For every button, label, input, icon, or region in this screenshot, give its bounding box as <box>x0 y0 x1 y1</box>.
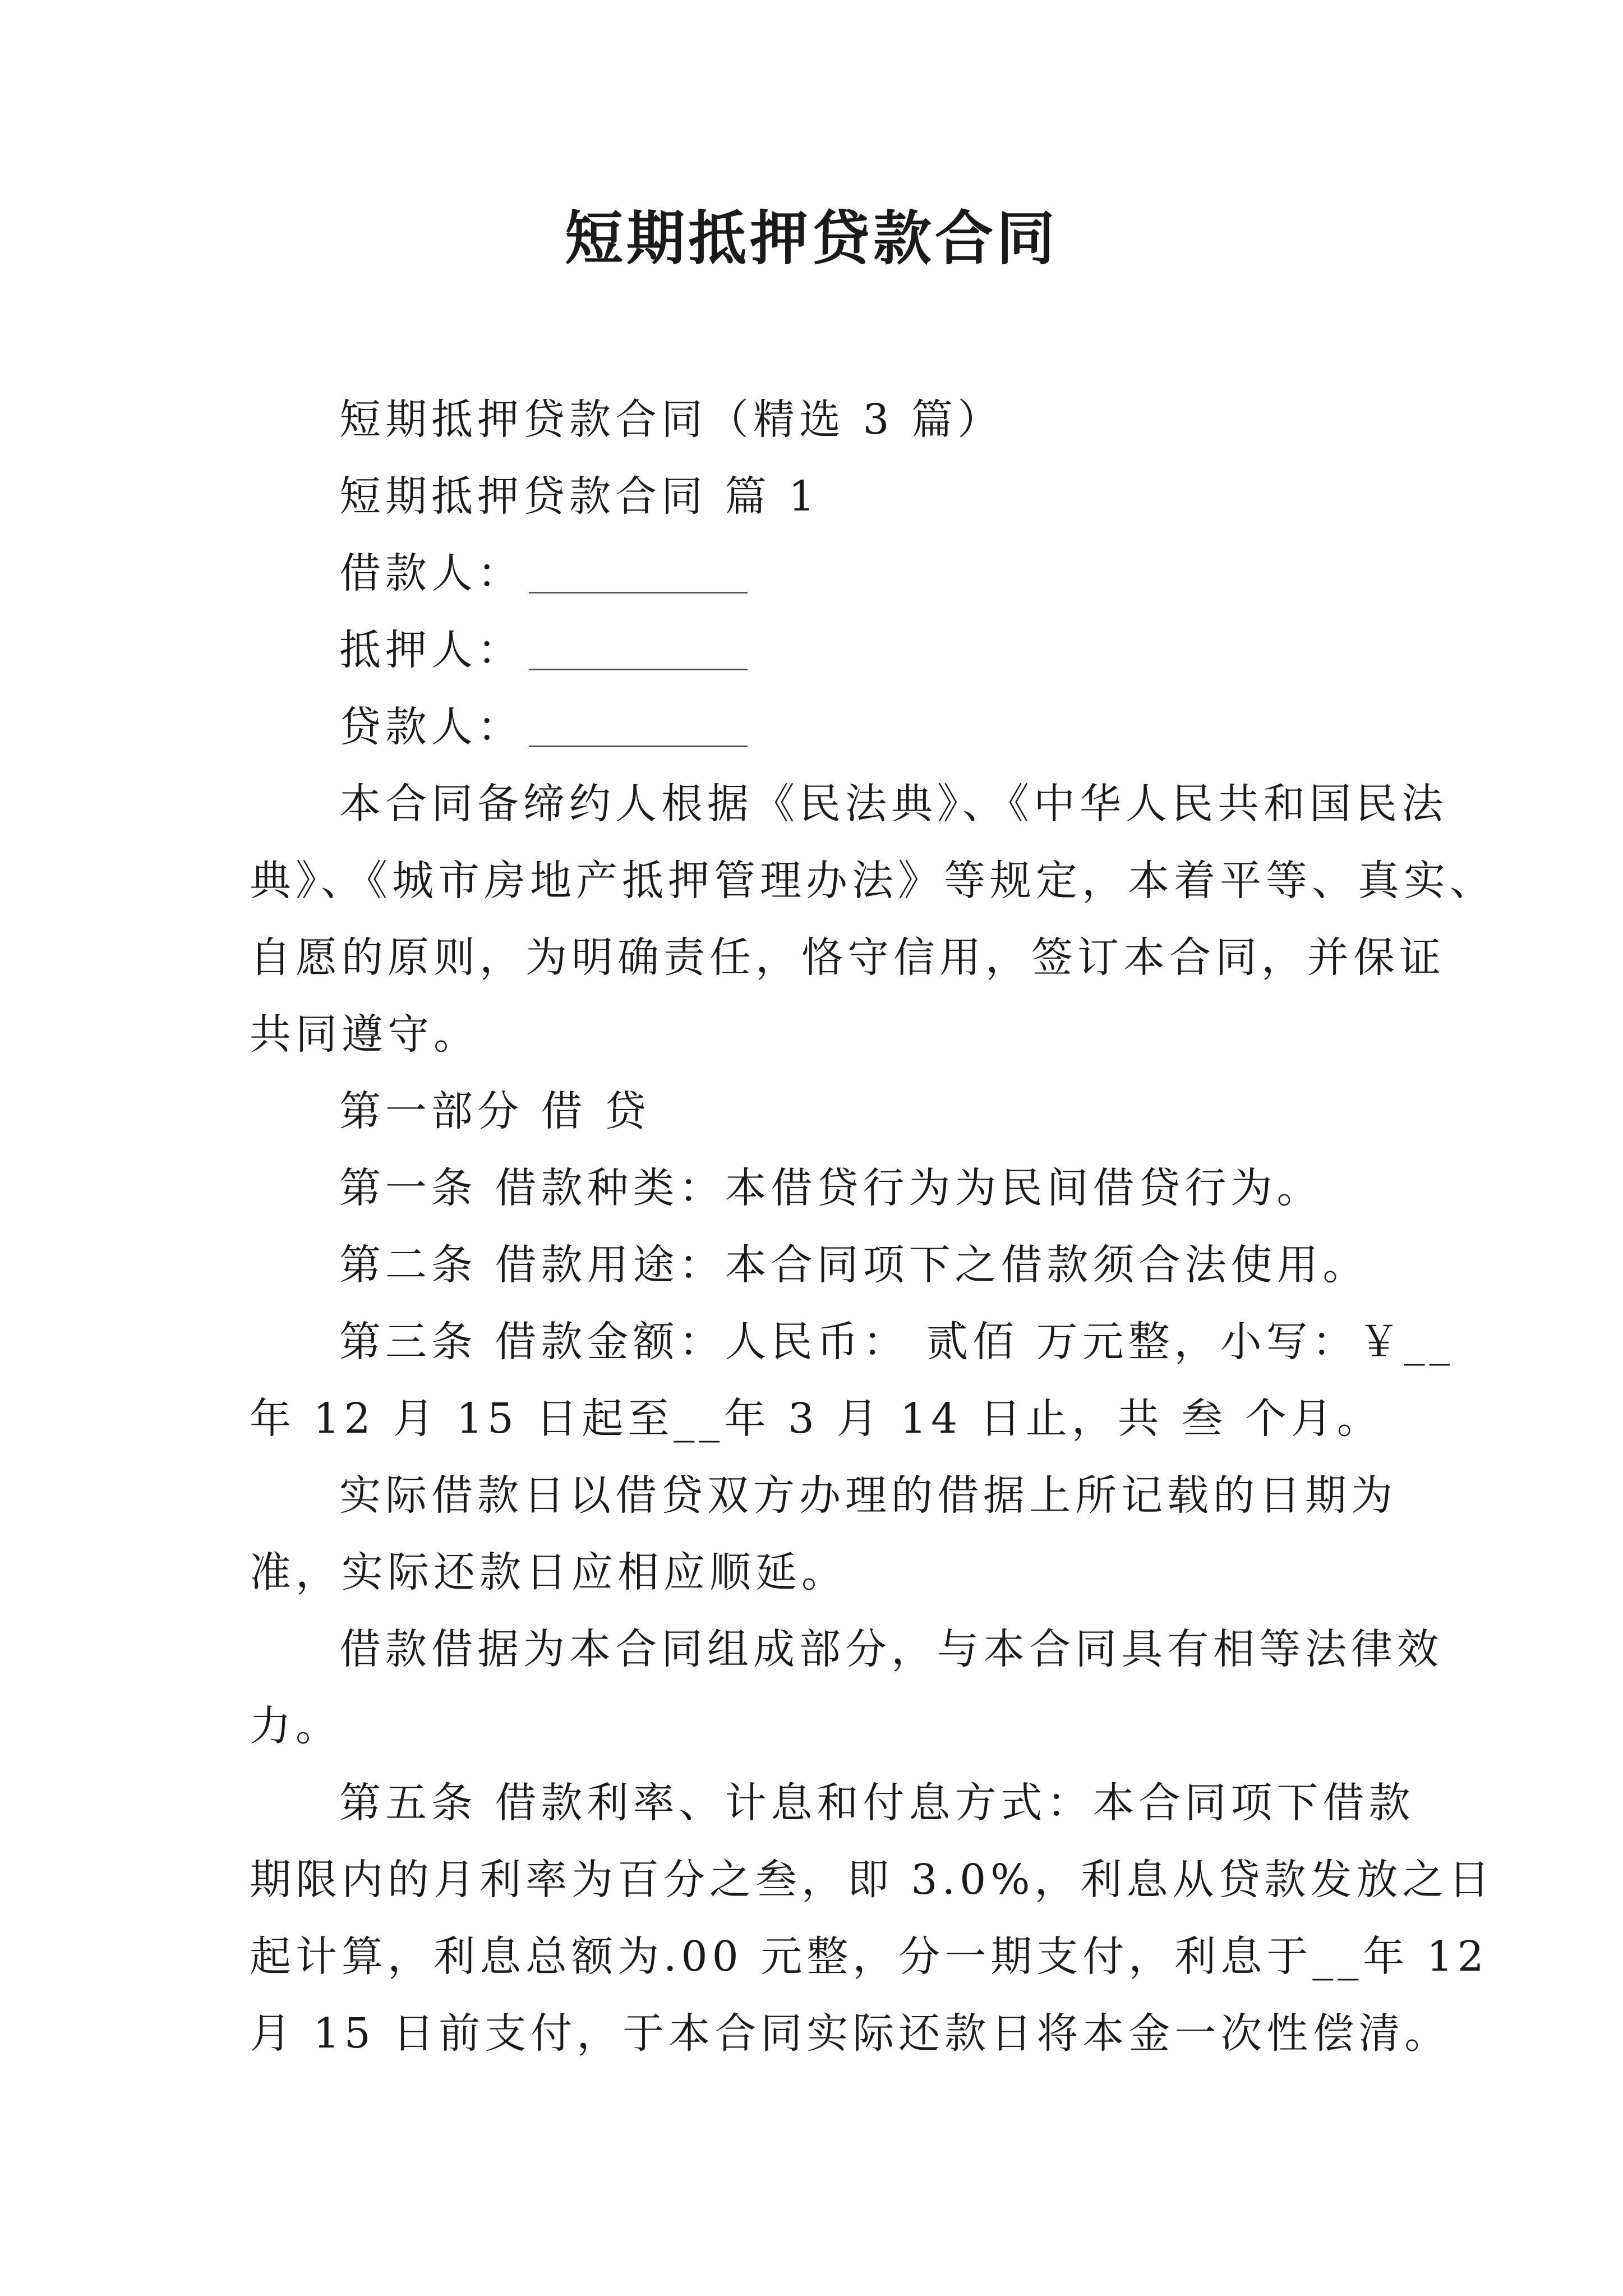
document-body <box>250 381 1496 2072</box>
text-line: 期限内的月利率为百分之叁，即 3.0%，利息从贷款发放之日 <box>250 1856 1495 1904</box>
text-line: 第三条 借款金额：人民币： 贰佰 万元整，小写：￥__ <box>339 1318 1455 1366</box>
text-line: 年 12 月 15 日起至__年 3 月 14 日止，共 叁 个月。 <box>250 1395 1383 1443</box>
text-line: 第一部分 借 贷 <box>339 1087 651 1135</box>
party-lender <box>250 689 1382 766</box>
text-line: 典》、《城市房地产抵押管理办法》等规定，本着平等、真实、 <box>250 857 1496 905</box>
text-line: 第二条 借款用途：本合同项下之借款须合法使用。 <box>339 1241 1369 1289</box>
party-label: 抵押人： <box>339 626 523 674</box>
text-line: 第五条 借款利率、计息和付息方式：本合同项下借款 <box>339 1779 1415 1827</box>
party-label: 借款人： <box>339 549 523 597</box>
text-line: 借款借据为本合同组成部分，与本合同具有相等法律效 <box>339 1625 1443 1673</box>
document-title: 短期抵押贷款合同 <box>564 204 1058 273</box>
text-line: 自愿的原则，为明确责任，恪守信用，签订本合同，并保证 <box>250 933 1445 982</box>
blank-line <box>529 588 748 593</box>
text-line: 起计算，利息总额为.00 元整，分一期支付，利息于__年 12 <box>250 1932 1488 1981</box>
blank-line <box>529 742 748 747</box>
document-subtitle: 短期抵押贷款合同（精选 3 篇） <box>339 395 1004 444</box>
text-line: 准，实际还款日应相应顺延。 <box>250 1548 847 1596</box>
text-line: 共同遵守。 <box>250 1010 479 1059</box>
party-mortgagor <box>250 612 1382 689</box>
text-line: 第一条 借款种类：本借贷行为为民间借贷行为。 <box>339 1164 1323 1212</box>
party-borrower <box>250 535 1382 612</box>
text-line: 本合同备缔约人根据《民法典》、《中华人民共和国民法 <box>339 780 1447 828</box>
blank-line <box>529 665 748 670</box>
text-line: 实际借款日以借贷双方办理的借据上所记载的日期为 <box>339 1471 1397 1520</box>
section-heading: 短期抵押贷款合同 篇 1 <box>339 472 820 521</box>
party-label: 贷款人： <box>339 703 523 751</box>
text-line: 力。 <box>250 1702 342 1750</box>
text-line: 月 15 日前支付，于本合同实际还款日将本金一次性偿清。 <box>250 2009 1451 2058</box>
clause-lines <box>250 766 1496 2072</box>
